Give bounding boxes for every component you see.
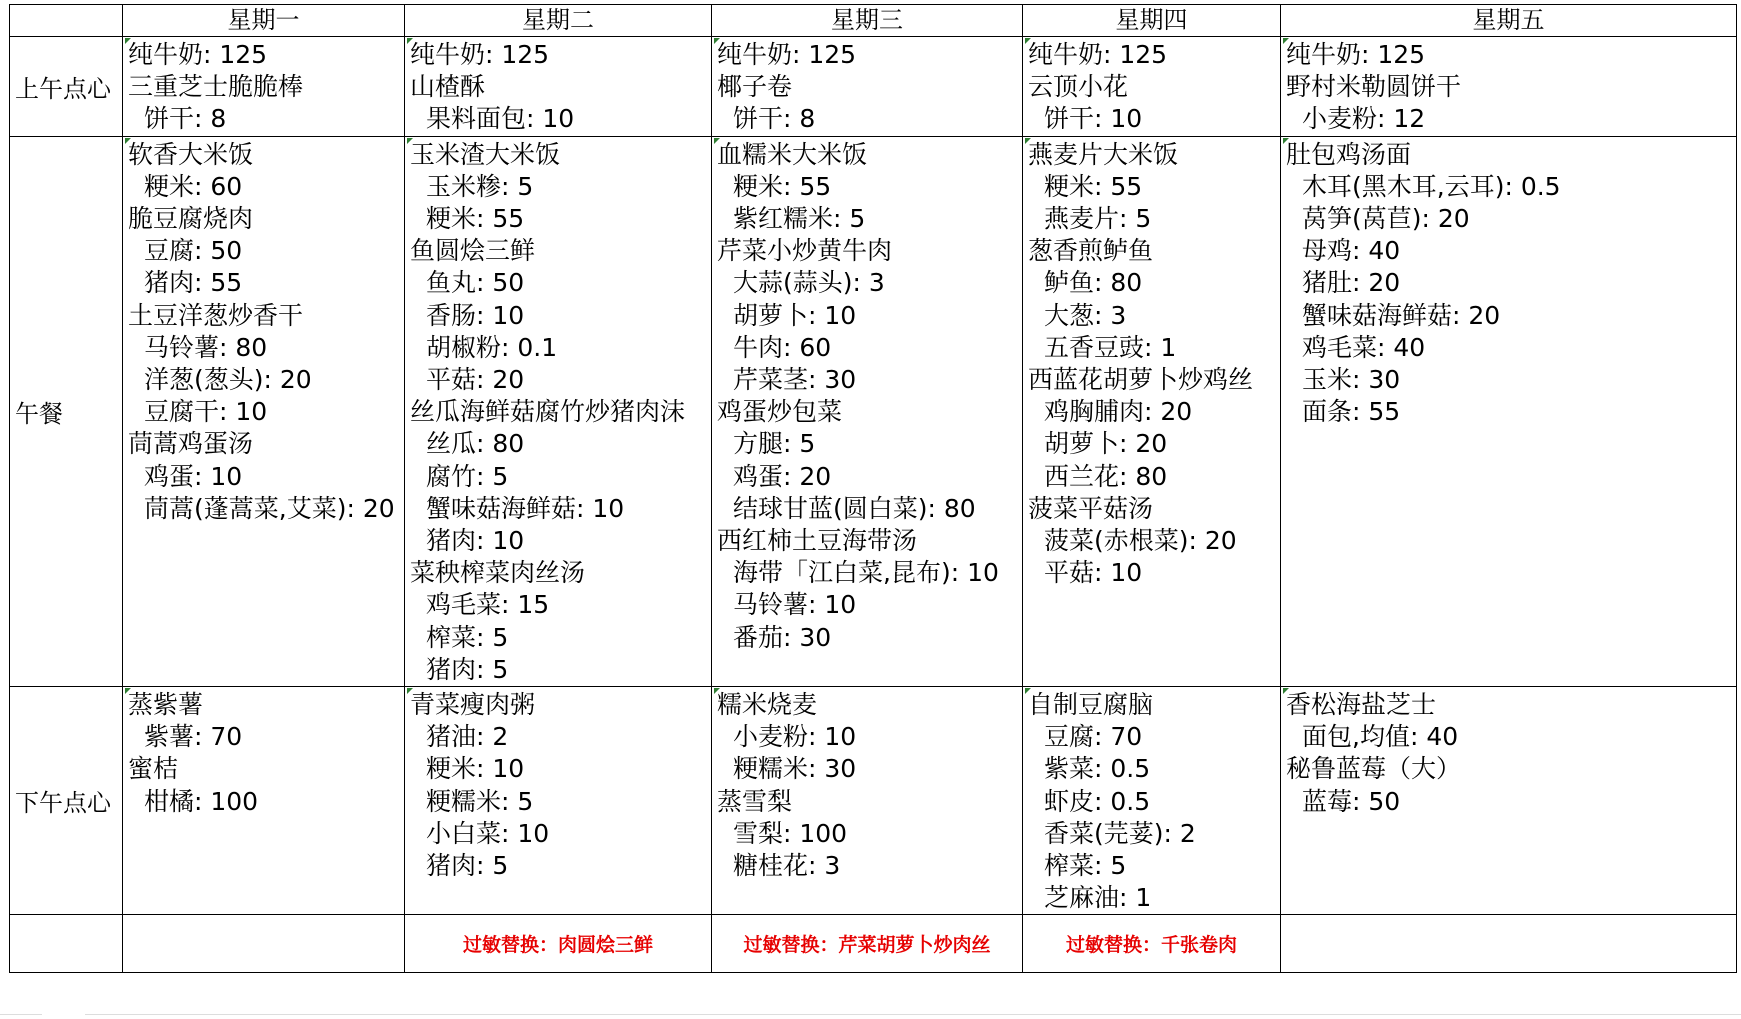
dish-name: 芹菜小炒黄牛肉: [717, 236, 893, 266]
ingredient-amount: 菠菜(赤根菜): 20: [1044, 526, 1237, 556]
allergy-cell-tue: [405, 915, 712, 973]
ingredient-amount: 鸡胸脯肉: 20: [1044, 397, 1193, 427]
ingredient-amount: 小麦粉: 12: [1302, 104, 1426, 134]
ingredient-amount: 紫薯: 70: [144, 722, 243, 752]
dish-name: 土豆洋葱炒香干: [128, 300, 304, 330]
cell-content: [712, 37, 1022, 136]
ingredient-amount: 粳米: 55: [426, 204, 525, 234]
cell-content: [1023, 687, 1280, 914]
dish-name: 鸡蛋炒包菜: [717, 397, 843, 427]
ingredient-amount: 牛肉: 60: [733, 332, 832, 362]
morning-snack-cell-tue: [405, 37, 712, 137]
cell-content: [123, 137, 404, 525]
ingredient-amount: 豆腐干: 10: [144, 397, 268, 427]
ingredient-amount: 海带「江白菜,昆布): 10: [733, 558, 999, 588]
ingredient-amount: 糖桂花: 3: [733, 851, 841, 881]
dish-name: 菜秧榨菜肉丝汤: [410, 558, 586, 588]
ingredient-amount: 小白菜: 10: [426, 818, 550, 848]
dish-name: 鱼圆烩三鲜: [410, 236, 536, 266]
ingredient-amount: 蟹味菇海鲜菇: 20: [1302, 300, 1501, 330]
ingredient-amount: 丝瓜: 80: [426, 429, 525, 459]
dish-name: 纯牛奶: 125: [1286, 40, 1426, 69]
ingredient-amount: 粳米: 10: [426, 754, 525, 784]
cell-content: [1023, 37, 1280, 136]
ingredient-amount: 粳米: 55: [1044, 171, 1143, 201]
ingredient-amount: 猪肉: 10: [426, 526, 525, 556]
header-row: [10, 5, 1737, 37]
dish-name: 纯牛奶: 125: [128, 40, 268, 69]
weekly-menu-table: [9, 4, 1737, 973]
lunch-cell-mon: [123, 136, 405, 686]
ingredient-amount: 燕麦片: 5: [1044, 204, 1152, 234]
ingredient-amount: 猪油: 2: [426, 722, 509, 752]
ingredient-amount: 结球甘蓝(圆白菜): 80: [733, 493, 976, 523]
allergy-substitution-text: 过敏替换：千张卷肉: [1065, 934, 1237, 957]
ingredient-amount: 豆腐: 70: [1044, 722, 1143, 752]
ingredient-amount: 玉米: 30: [1302, 365, 1401, 395]
cell-content: [1281, 37, 1736, 136]
morning-snack-cell-mon: [123, 37, 405, 137]
afternoon-snack-cell-mon: [123, 687, 405, 915]
ingredient-amount: 鲈鱼: 80: [1044, 268, 1143, 298]
ingredient-amount: 马铃薯: 80: [144, 332, 268, 362]
afternoon-snack-cell-tue: [405, 687, 712, 915]
cell-content: [1023, 137, 1280, 590]
dish-name: 蜜桔: [128, 754, 179, 784]
morning-snack-cell-fri: [1281, 37, 1737, 137]
afternoon-snack-cell-fri: [1281, 687, 1737, 915]
dish-name: 燕麦片大米饭: [1028, 139, 1179, 169]
dish-name: 纯牛奶: 125: [1028, 40, 1168, 69]
ingredient-amount: 鸡毛菜: 40: [1302, 332, 1426, 362]
cell-content: [123, 687, 404, 818]
ingredient-amount: 柑橘: 100: [144, 786, 259, 816]
ingredient-amount: 饼干: 8: [733, 104, 816, 134]
dish-name: 血糯米大米饭: [717, 139, 868, 169]
ingredient-amount: 芹菜茎: 30: [733, 365, 857, 395]
ingredient-amount: 猪肉: 55: [144, 268, 243, 298]
dish-name: 蒸紫薯: [128, 690, 204, 720]
dish-name: 秘鲁蓝莓（大）: [1286, 754, 1462, 784]
ingredient-amount: 玉米糁: 5: [426, 171, 534, 201]
dish-name: 糯米烧麦: [717, 690, 818, 720]
ingredient-amount: 胡萝卜: 20: [1044, 429, 1168, 459]
ingredient-amount: 粳糯米: 5: [426, 786, 534, 816]
dish-name: 三重芝士脆脆棒: [128, 72, 304, 102]
cell-content: [1281, 137, 1736, 429]
afternoon-snack-cell-wed: [712, 687, 1023, 915]
ingredient-amount: 粳米: 55: [733, 171, 832, 201]
cell-content: [405, 137, 711, 686]
morning-snack-cell-wed: [712, 37, 1023, 137]
ingredient-amount: 五香豆豉: 1: [1044, 332, 1177, 362]
ingredient-amount: 小麦粉: 10: [733, 722, 857, 752]
lunch-label: 午餐: [10, 136, 123, 686]
cell-content: [1281, 687, 1736, 818]
dish-name: 脆豆腐烧肉: [128, 204, 254, 234]
ingredient-amount: 猪肉: 5: [426, 851, 509, 881]
dish-name: 葱香煎鲈鱼: [1028, 236, 1154, 266]
lunch-cell-fri: [1281, 136, 1737, 686]
cell-content: [712, 137, 1022, 654]
ingredient-amount: 蟹味菇海鲜菇: 10: [426, 493, 625, 523]
ingredient-amount: 平菇: 10: [1044, 558, 1143, 588]
ingredient-amount: 榨菜: 5: [1044, 851, 1127, 881]
dish-name: 山楂酥: [410, 72, 486, 102]
dish-name: 椰子卷: [717, 72, 793, 102]
ingredient-amount: 鸡蛋: 10: [144, 461, 243, 491]
cell-content: [712, 687, 1022, 882]
ingredient-amount: 雪梨: 100: [733, 818, 848, 848]
cell-content: [405, 37, 711, 136]
lunch-row: [10, 136, 1737, 686]
ingredient-amount: 紫红糯米: 5: [733, 204, 866, 234]
allergy-cell-thu: [1023, 915, 1281, 973]
cell-content: [123, 37, 404, 136]
allergy-cell-mon: [123, 915, 405, 973]
ingredient-amount: 鸡毛菜: 15: [426, 590, 550, 620]
dish-name: 香松海盐芝士: [1286, 690, 1437, 720]
ingredient-amount: 大蒜(蒜头): 3: [733, 268, 885, 298]
ingredient-amount: 香肠: 10: [426, 300, 525, 330]
ingredient-amount: 粳糯米: 30: [733, 754, 857, 784]
ingredient-amount: 饼干: 10: [1044, 104, 1143, 134]
ingredient-amount: 粳米: 60: [144, 171, 243, 201]
day-header-mon: 星期一: [123, 5, 405, 37]
dish-name: 玉米渣大米饭: [410, 139, 561, 169]
allergy-cell-fri: [1281, 915, 1737, 973]
ingredient-amount: 木耳(黑木耳,云耳): 0.5: [1302, 171, 1561, 201]
dish-name: 丝瓜海鲜菇腐竹炒猪肉沫: [410, 397, 686, 427]
ingredient-amount: 猪肉: 5: [426, 654, 509, 684]
ingredient-amount: 香菜(芫荽): 2: [1044, 818, 1196, 848]
ingredient-amount: 蓝莓: 50: [1302, 786, 1401, 816]
ingredient-amount: 鱼丸: 50: [426, 268, 525, 298]
ingredient-amount: 豆腐: 50: [144, 236, 243, 266]
allergy-substitution-text: 过敏替换：肉圆烩三鲜: [462, 934, 653, 957]
day-header-wed: 星期三: [712, 5, 1023, 37]
dish-name: 纯牛奶: 125: [717, 40, 857, 69]
dish-name: 纯牛奶: 125: [410, 40, 550, 69]
ingredient-amount: 果料面包: 10: [426, 104, 575, 134]
ingredient-amount: 猪肚: 20: [1302, 268, 1401, 298]
day-header-thu: 星期四: [1023, 5, 1281, 37]
ingredient-amount: 洋葱(葱头): 20: [144, 365, 312, 395]
cell-content: [405, 687, 711, 882]
ingredient-amount: 面包,均值: 40: [1302, 722, 1459, 752]
allergy-cell-wed: [712, 915, 1023, 973]
morning-snack-cell-thu: [1023, 37, 1281, 137]
ingredient-amount: 方腿: 5: [733, 429, 816, 459]
afternoon-snack-label: 下午点心: [10, 687, 123, 915]
ingredient-amount: 鸡蛋: 20: [733, 461, 832, 491]
afternoon-snack-cell-thu: [1023, 687, 1281, 915]
ingredient-amount: 腐竹: 5: [426, 461, 509, 491]
ingredient-amount: 平菇: 20: [426, 365, 525, 395]
footer-divider: [85, 1014, 1741, 1015]
ingredient-amount: 马铃薯: 10: [733, 590, 857, 620]
allergy-substitution-text: 过敏替换：芹菜胡萝卜炒肉丝: [743, 934, 991, 957]
ingredient-amount: 大葱: 3: [1044, 300, 1127, 330]
ingredient-amount: 番茄: 30: [733, 622, 832, 652]
ingredient-amount: 茼蒿(蓬蒿菜,艾菜): 20: [144, 493, 395, 523]
afternoon-snack-row: [10, 687, 1737, 915]
footer-divider-left: [0, 1014, 42, 1015]
ingredient-amount: 胡萝卜: 10: [733, 300, 857, 330]
morning-snack-row: [10, 37, 1737, 137]
dish-name: 菠菜平菇汤: [1028, 493, 1154, 523]
ingredient-amount: 西兰花: 80: [1044, 461, 1168, 491]
dish-name: 肚包鸡汤面: [1286, 139, 1412, 169]
day-header-fri: 星期五: [1281, 5, 1737, 37]
dish-name: 西蓝花胡萝卜炒鸡丝: [1028, 365, 1254, 395]
ingredient-amount: 榨菜: 5: [426, 622, 509, 652]
morning-snack-label: 上午点心: [10, 37, 123, 137]
ingredient-amount: 莴笋(莴苣): 20: [1302, 204, 1470, 234]
lunch-cell-thu: [1023, 136, 1281, 686]
ingredient-amount: 母鸡: 40: [1302, 236, 1401, 266]
dish-name: 青菜瘦肉粥: [410, 690, 536, 720]
ingredient-amount: 芝麻油: 1: [1044, 883, 1152, 913]
dish-name: 蒸雪梨: [717, 786, 793, 816]
allergy-row-label: [10, 915, 123, 973]
ingredient-amount: 紫菜: 0.5: [1044, 754, 1151, 784]
lunch-cell-tue: [405, 136, 712, 686]
ingredient-amount: 面条: 55: [1302, 397, 1401, 427]
ingredient-amount: 饼干: 8: [144, 104, 227, 134]
ingredient-amount: 胡椒粉: 0.1: [426, 332, 558, 362]
dish-name: 软香大米饭: [128, 139, 254, 169]
dish-name: 野村米勒圆饼干: [1286, 72, 1462, 102]
allergy-row: [10, 915, 1737, 973]
lunch-cell-wed: [712, 136, 1023, 686]
corner-header: [10, 5, 123, 37]
dish-name: 茼蒿鸡蛋汤: [128, 429, 254, 459]
dish-name: 云顶小花: [1028, 72, 1129, 102]
dish-name: 自制豆腐脑: [1028, 690, 1154, 720]
day-header-tue: 星期二: [405, 5, 712, 37]
ingredient-amount: 虾皮: 0.5: [1044, 786, 1151, 816]
dish-name: 西红柿土豆海带汤: [717, 526, 918, 556]
